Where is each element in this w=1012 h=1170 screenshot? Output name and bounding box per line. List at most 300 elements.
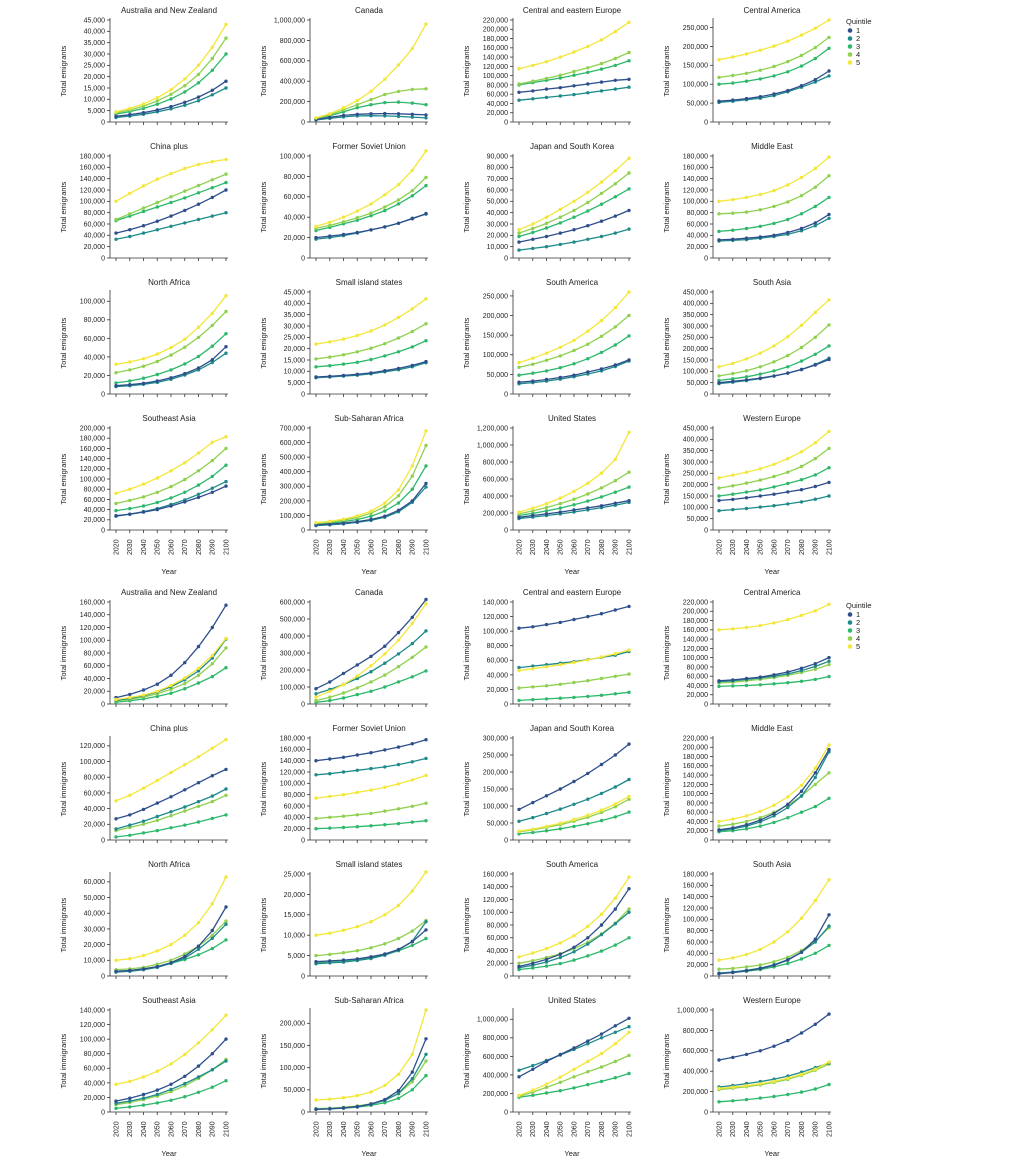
data-point [128, 794, 131, 797]
y-tick-label: 20,000 [83, 821, 105, 829]
data-point [224, 23, 227, 26]
data-point [183, 1075, 186, 1078]
data-point [772, 344, 775, 347]
data-point [211, 160, 214, 163]
x-tick-label: 2060 [368, 539, 376, 555]
data-point [731, 627, 734, 630]
data-point [586, 71, 589, 74]
data-point [827, 1060, 830, 1063]
data-point [572, 240, 575, 243]
y-tick-label: 20,000 [83, 74, 105, 82]
data-point [586, 343, 589, 346]
y-tick-label: 80,000 [83, 1051, 105, 1059]
data-point [314, 827, 317, 830]
data-point [786, 681, 789, 684]
y-tick-label: 35,000 [83, 40, 105, 48]
data-point [356, 769, 359, 772]
data-point [614, 195, 617, 198]
data-point [424, 149, 427, 152]
data-point [531, 816, 534, 819]
data-point [369, 788, 372, 791]
x-tick-label: 2030 [530, 539, 538, 555]
legend-label: 1 [856, 26, 861, 35]
y-tick-label: 100,000 [682, 504, 708, 512]
data-point [731, 823, 734, 826]
data-point [545, 812, 548, 815]
data-point [356, 1105, 359, 1108]
data-point [383, 354, 386, 357]
data-point [342, 517, 345, 520]
data-point [759, 77, 762, 80]
data-point [786, 471, 789, 474]
data-point [772, 493, 775, 496]
data-point [600, 203, 603, 206]
series-line-quintile-5 [519, 22, 629, 68]
y-tick-label: 800,000 [682, 1027, 708, 1035]
data-point [759, 1096, 762, 1099]
data-point [800, 346, 803, 349]
data-point [786, 183, 789, 186]
data-point [314, 1108, 317, 1111]
data-point [545, 359, 548, 362]
y-tick-label: 100,000 [279, 684, 305, 692]
y-tick-label: 200,000 [682, 346, 708, 354]
data-point [197, 218, 200, 221]
x-tick-label: 2090 [209, 539, 217, 555]
y-tick-label: 250,000 [482, 293, 508, 301]
y-tick-label: 0 [504, 973, 508, 981]
series-line-quintile-1 [316, 740, 426, 761]
y-tick-label: 350,000 [682, 312, 708, 320]
panel-title: North Africa [148, 860, 190, 869]
data-point [759, 1049, 762, 1052]
data-point [328, 224, 331, 227]
y-tick-label: 150,000 [682, 493, 708, 501]
data-point [211, 794, 214, 797]
y-tick-label: 0 [704, 973, 708, 981]
data-point [211, 1052, 214, 1055]
y-tick-label: 180,000 [682, 153, 708, 161]
x-tick-label: 2070 [382, 539, 390, 555]
y-axis-title: Total immigrants [259, 625, 268, 681]
data-point [369, 329, 372, 332]
y-axis-title: Total immigrants [462, 897, 471, 953]
data-point [745, 80, 748, 83]
data-point [800, 500, 803, 503]
y-tick-label: 400,000 [279, 469, 305, 477]
data-point [224, 447, 227, 450]
data-point [142, 357, 145, 360]
data-point [586, 772, 589, 775]
data-point [627, 86, 630, 89]
data-point [128, 368, 131, 371]
data-point [745, 1098, 748, 1101]
data-point [224, 738, 227, 741]
y-tick-label: 0 [101, 837, 105, 845]
data-point [342, 756, 345, 759]
data-point [183, 362, 186, 365]
y-axis-title: Total immigrants [59, 1033, 68, 1089]
data-point [717, 679, 720, 682]
y-tick-label: 200,000 [279, 498, 305, 506]
data-point [586, 1060, 589, 1063]
data-point [586, 370, 589, 373]
data-point [614, 1031, 617, 1034]
y-tick-label: 100,000 [79, 1036, 105, 1044]
data-point [717, 820, 720, 823]
data-point [559, 1053, 562, 1056]
data-point [197, 948, 200, 951]
data-point [786, 60, 789, 63]
data-point [197, 496, 200, 499]
data-point [183, 491, 186, 494]
data-point [717, 494, 720, 497]
data-point [717, 499, 720, 502]
data-point [183, 788, 186, 791]
y-tick-label: 40,000 [686, 682, 708, 690]
data-point [759, 235, 762, 238]
y-tick-label: 100,000 [79, 198, 105, 206]
data-point [627, 911, 630, 914]
data-point [369, 518, 372, 521]
data-point [717, 628, 720, 631]
data-point [169, 496, 172, 499]
data-point [383, 509, 386, 512]
data-point [772, 92, 775, 95]
series-line-quintile-3 [316, 671, 426, 702]
data-point [142, 787, 145, 790]
data-point [114, 698, 117, 701]
data-point [559, 941, 562, 944]
y-tick-label: 100,000 [682, 916, 708, 924]
data-point [383, 78, 386, 81]
data-point [772, 1045, 775, 1048]
series-line-quintile-2 [316, 758, 426, 774]
data-point [169, 771, 172, 774]
series-line-quintile-4 [316, 803, 426, 818]
data-point [545, 502, 548, 505]
y-tick-label: 20,000 [83, 688, 105, 696]
data-point [211, 475, 214, 478]
y-axis-title: Total emigrants [462, 453, 471, 505]
x-tick-label: 2030 [327, 1121, 335, 1137]
data-point [424, 937, 427, 940]
data-point [197, 781, 200, 784]
y-tick-label: 300,000 [279, 483, 305, 491]
legend-label: 5 [856, 642, 861, 651]
data-point [717, 58, 720, 61]
data-point [211, 902, 214, 905]
data-point [545, 369, 548, 372]
data-point [197, 681, 200, 684]
x-tick-label: 2090 [812, 1121, 820, 1137]
x-tick-label: 2090 [612, 539, 620, 555]
data-point [183, 478, 186, 481]
data-point [424, 184, 427, 187]
data-point [169, 943, 172, 946]
data-point [786, 618, 789, 621]
data-point [517, 1069, 520, 1072]
data-point [717, 1087, 720, 1090]
data-point [183, 104, 186, 107]
y-tick-label: 50,000 [686, 380, 708, 388]
y-tick-label: 200,000 [279, 667, 305, 675]
data-point [772, 485, 775, 488]
data-point [717, 365, 720, 368]
data-point [411, 464, 414, 467]
x-tick-label: 2060 [368, 1121, 376, 1137]
y-tick-label: 180,000 [482, 35, 508, 43]
y-axis-title: Total emigrants [259, 453, 268, 505]
data-point [600, 763, 603, 766]
data-point [424, 339, 427, 342]
data-point [600, 694, 603, 697]
panel-title: Central America [743, 6, 801, 15]
data-point [424, 645, 427, 648]
data-point [114, 218, 117, 221]
data-point [545, 226, 548, 229]
data-point [369, 515, 372, 518]
y-tick-label: 15,000 [283, 912, 305, 920]
y-tick-label: 600,000 [482, 476, 508, 484]
data-point [745, 196, 748, 199]
series-line-quintile-5 [316, 431, 426, 523]
y-tick-label: 600,000 [279, 58, 305, 66]
data-point [559, 697, 562, 700]
x-tick-label: 2040 [340, 539, 348, 555]
data-point [545, 1091, 548, 1094]
data-point [424, 464, 427, 467]
data-point [614, 1042, 617, 1045]
y-tick-label: 20,000 [283, 235, 305, 242]
x-tick-label: 2060 [771, 1121, 779, 1137]
data-point [517, 830, 520, 833]
data-point [314, 773, 317, 776]
y-tick-label: 100,000 [682, 791, 708, 799]
y-tick-label: 20,000 [686, 244, 708, 252]
data-point [224, 919, 227, 922]
y-tick-label: 150,000 [682, 357, 708, 365]
data-point [627, 171, 630, 174]
data-point [614, 907, 617, 910]
data-point [114, 115, 117, 118]
data-point [800, 794, 803, 797]
data-point [397, 336, 400, 339]
data-point [717, 476, 720, 479]
data-point [531, 1068, 534, 1071]
data-point [586, 1083, 589, 1086]
data-point [772, 960, 775, 963]
data-point [142, 102, 145, 105]
data-point [572, 1046, 575, 1049]
panel-title: China plus [150, 724, 188, 733]
data-point [156, 476, 159, 479]
panel-title: Former Soviet Union [332, 142, 406, 151]
data-point [383, 748, 386, 751]
series-line-quintile-5 [719, 157, 829, 201]
y-tick-label: 0 [504, 527, 508, 535]
data-point [745, 471, 748, 474]
y-tick-label: 160,000 [682, 882, 708, 890]
data-point [128, 834, 131, 837]
series-line-quintile-2 [116, 789, 226, 829]
data-point [114, 959, 117, 962]
data-point [114, 371, 117, 374]
x-tick-label: 2080 [798, 539, 806, 555]
data-point [411, 1088, 414, 1091]
data-point [586, 936, 589, 939]
data-point [411, 889, 414, 892]
series-line-quintile-5 [316, 1010, 426, 1100]
data-point [397, 665, 400, 668]
series-line-quintile-5 [519, 877, 629, 957]
y-tick-label: 20,000 [83, 372, 105, 380]
data-point [772, 189, 775, 192]
y-tick-label: 200,000 [682, 43, 708, 51]
data-point [586, 499, 589, 502]
data-point [383, 225, 386, 228]
panel-title: Southeast Asia [142, 414, 196, 423]
data-point [745, 357, 748, 360]
data-point [600, 62, 603, 65]
data-point [314, 236, 317, 239]
data-point [369, 371, 372, 374]
data-point [531, 507, 534, 510]
y-tick-label: 300,000 [279, 650, 305, 658]
data-point [328, 816, 331, 819]
data-point [600, 495, 603, 498]
data-point [800, 917, 803, 920]
data-point [559, 216, 562, 219]
data-point [342, 233, 345, 236]
y-tick-label: 10,000 [83, 96, 105, 104]
data-point [342, 929, 345, 932]
data-point [745, 965, 748, 968]
data-point [369, 812, 372, 815]
data-point [559, 243, 562, 246]
data-point [827, 18, 830, 21]
y-tick-label: 25,000 [283, 871, 305, 879]
data-point [559, 510, 562, 513]
data-point [731, 493, 734, 496]
x-tick-label: 2070 [182, 539, 190, 555]
legend-title: Quintile [846, 601, 872, 610]
data-point [224, 637, 227, 640]
data-point [600, 67, 603, 70]
data-point [559, 787, 562, 790]
series-line-quintile-2 [316, 1054, 426, 1109]
data-point [211, 491, 214, 494]
y-tick-label: 0 [101, 973, 105, 981]
data-point [183, 805, 186, 808]
data-point [356, 350, 359, 353]
data-point [328, 234, 331, 237]
y-tick-label: 0 [301, 255, 305, 263]
data-point [397, 1089, 400, 1092]
data-point [600, 933, 603, 936]
data-point [169, 1083, 172, 1086]
data-point [142, 1097, 145, 1100]
y-tick-label: 20,000 [686, 828, 708, 836]
data-point [745, 684, 748, 687]
data-point [197, 755, 200, 758]
data-point [600, 319, 603, 322]
x-tick-label: 2100 [423, 1121, 431, 1137]
y-tick-label: 40,000 [83, 910, 105, 918]
data-point [314, 759, 317, 762]
data-point [559, 1081, 562, 1084]
data-point [183, 955, 186, 958]
data-point [600, 1080, 603, 1083]
data-point [614, 79, 617, 82]
data-point [827, 675, 830, 678]
data-point [545, 77, 548, 80]
data-point [586, 954, 589, 957]
data-point [559, 346, 562, 349]
data-point [814, 57, 817, 60]
panel-title: South Asia [752, 278, 792, 287]
data-point [169, 346, 172, 349]
data-point [517, 627, 520, 630]
y-tick-label: 40,000 [283, 300, 305, 308]
data-point [786, 365, 789, 368]
data-point [328, 772, 331, 775]
data-point [572, 84, 575, 87]
data-point [369, 955, 372, 958]
data-point [717, 824, 720, 827]
series-line-quintile-1 [116, 605, 226, 697]
data-point [814, 363, 817, 366]
data-point [627, 1031, 630, 1034]
y-tick-label: 100,000 [682, 655, 708, 663]
y-tick-label: 20,000 [283, 826, 305, 834]
data-point [424, 598, 427, 601]
data-point [183, 676, 186, 679]
data-point [759, 624, 762, 627]
data-point [411, 742, 414, 745]
data-point [814, 46, 817, 49]
data-point [614, 64, 617, 67]
y-tick-label: 120,000 [79, 624, 105, 632]
data-point [156, 108, 159, 111]
data-point [397, 937, 400, 940]
data-point [383, 1084, 386, 1087]
data-point [745, 1084, 748, 1087]
x-tick-label: 2040 [140, 1121, 148, 1137]
legend-marker [848, 644, 853, 649]
y-tick-label: 150,000 [482, 332, 508, 340]
data-point [114, 231, 117, 234]
series-line-quintile-4 [519, 173, 629, 233]
y-tick-label: 60,000 [486, 657, 508, 665]
data-point [559, 683, 562, 686]
data-point [211, 626, 214, 629]
data-point [772, 1095, 775, 1098]
data-point [328, 340, 331, 343]
data-point [731, 372, 734, 375]
data-point [717, 1058, 720, 1061]
series-line-quintile-5 [316, 775, 426, 798]
data-point [397, 680, 400, 683]
y-tick-label: 60,000 [686, 673, 708, 681]
data-point [197, 805, 200, 808]
data-point [383, 101, 386, 104]
y-tick-label: 200,000 [682, 1089, 708, 1096]
data-point [559, 962, 562, 965]
data-point [517, 91, 520, 94]
data-point [772, 964, 775, 967]
data-point [627, 157, 630, 160]
